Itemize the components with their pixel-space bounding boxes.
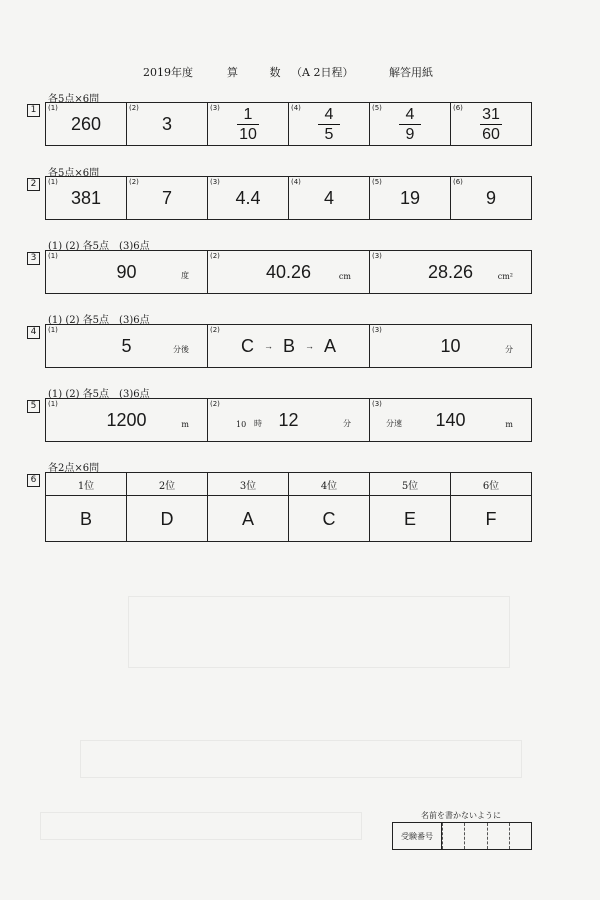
arrow-right-icon: → <box>305 341 314 351</box>
fraction-answer <box>237 106 259 143</box>
sub-label: (1) <box>48 400 58 408</box>
fraction-bar <box>399 124 421 125</box>
sub-label: (1) <box>48 252 58 260</box>
unit-label: cm² <box>497 272 513 281</box>
order-item-2: B <box>282 335 295 356</box>
rank-answer: E <box>369 496 450 542</box>
sub-label: (5) <box>372 178 382 186</box>
ranking-header-row <box>46 473 531 496</box>
sub-label: (4) <box>291 178 301 186</box>
sub-label: (2) <box>210 400 220 408</box>
section-4-points: (1) (2) 各5点 (3)6点 <box>48 315 150 326</box>
section-1-points: 各5点×6問 <box>48 94 100 105</box>
rank-answer: B <box>79 508 92 529</box>
prefix-label: 分速 <box>386 419 402 428</box>
unit-label: 度 <box>181 271 189 280</box>
numerator: 1 <box>243 105 253 123</box>
answer-cell-5-3 <box>369 399 531 441</box>
rank-answer: A <box>207 496 288 542</box>
denominator: 5 <box>324 125 334 143</box>
rank-header: 2位 <box>126 473 207 495</box>
fraction-bar <box>318 124 340 125</box>
ranking-answer-row <box>46 496 531 542</box>
sub-label: (1) <box>48 178 58 186</box>
show-through-box <box>80 740 522 778</box>
answer-value: 140 <box>435 409 466 430</box>
answer-value: 19 <box>399 187 421 208</box>
answer-cell-2-1 <box>46 177 126 219</box>
section-2-answer-row <box>45 176 532 220</box>
sub-label: (1) <box>48 326 58 334</box>
show-through-table <box>128 596 510 668</box>
answer-value: 28.26 <box>427 261 474 282</box>
answer-cell-1-3 <box>207 103 288 145</box>
denominator: 60 <box>482 125 500 143</box>
sub-label: (3) <box>210 178 220 186</box>
exam-year: 2019年度 <box>143 66 193 79</box>
answer-cell-2-2 <box>126 177 207 219</box>
rank-answer: F <box>450 496 531 542</box>
section-2-points: 各5点×6問 <box>48 168 100 179</box>
unit-label: 分 <box>505 345 513 354</box>
sub-label: (6) <box>453 178 463 186</box>
answer-value: 260 <box>70 113 102 134</box>
order-answer <box>208 325 369 367</box>
answer-cell-5-2 <box>207 399 369 441</box>
fraction-answer <box>318 106 340 143</box>
exam-number-box <box>392 822 532 850</box>
answer-cell-3-3 <box>369 251 531 293</box>
section-6-points: 各2点×6問 <box>48 463 100 474</box>
sheet-header <box>0 64 600 80</box>
fraction-bar <box>237 124 259 125</box>
ranking-table <box>45 472 532 542</box>
fraction-bar <box>480 124 502 125</box>
answer-cell-5-1 <box>46 399 207 441</box>
order-item-3: A <box>324 335 337 356</box>
answer-cell-1-1 <box>46 103 126 145</box>
rank-header: 5位 <box>369 473 450 495</box>
answer-cell-3-2 <box>207 251 369 293</box>
answer-cell-2-4 <box>288 177 369 219</box>
section-5-number: 5 <box>27 400 40 413</box>
sub-label: (5) <box>372 104 382 112</box>
sub-label: (3) <box>372 252 382 260</box>
sub-label: (2) <box>210 252 220 260</box>
answer-value: 10 <box>440 335 461 356</box>
answer-value: 1200 <box>106 409 147 430</box>
sub-label: (1) <box>48 104 58 112</box>
rank-header: 6位 <box>450 473 531 495</box>
section-4-number: 4 <box>27 326 40 339</box>
answer-cell-1-5 <box>369 103 450 145</box>
denominator: 10 <box>239 125 257 143</box>
sub-label: (6) <box>453 104 463 112</box>
numerator: 31 <box>482 105 500 123</box>
answer-cell-4-2 <box>207 325 369 367</box>
sub-label: (2) <box>129 104 139 112</box>
show-through-strip <box>40 812 362 840</box>
arrow-right-icon: → <box>263 341 273 351</box>
rank-answer: D <box>126 496 207 542</box>
answer-value: 3 <box>161 113 172 134</box>
answer-value: 9 <box>485 187 496 208</box>
numerator: 4 <box>324 105 334 123</box>
section-5-answer-row <box>45 398 532 442</box>
sheet-title: 解答用紙 <box>389 66 433 79</box>
sub-label: (4) <box>291 104 301 112</box>
unit-label: cm <box>338 272 351 281</box>
section-1-number: 1 <box>27 104 40 117</box>
answer-cell-1-4 <box>288 103 369 145</box>
fraction-answer <box>399 106 421 143</box>
rank-header: 4位 <box>288 473 369 495</box>
subject-title: 算 数 <box>227 66 295 79</box>
answer-cell-2-3 <box>207 177 288 219</box>
answer-value: 5 <box>121 335 132 356</box>
section-6-number: 6 <box>27 474 40 487</box>
answer-value: 4 <box>323 187 334 208</box>
exam-digit-slot[interactable] <box>487 823 509 849</box>
section-3-points: (1) (2) 各5点 (3)6点 <box>48 241 150 252</box>
fraction-answer <box>480 106 502 143</box>
exam-session: （A 2日程） <box>291 66 354 79</box>
answer-value: 381 <box>70 187 102 208</box>
unit-label: 分後 <box>173 345 189 354</box>
section-2-number: 2 <box>27 178 40 191</box>
answer-cell-1-6 <box>450 103 531 145</box>
rank-header: 3位 <box>207 473 288 495</box>
section-5-points: (1) (2) 各5点 (3)6点 <box>48 389 150 400</box>
section-3-number: 3 <box>27 252 40 265</box>
hour-unit: 時 <box>254 419 262 428</box>
answer-value: 90 <box>116 261 137 282</box>
answer-value: 12 <box>278 409 299 430</box>
answer-cell-4-3 <box>369 325 531 367</box>
hour-value: 10 <box>236 420 247 429</box>
answer-cell-4-1 <box>46 325 207 367</box>
answer-value: 7 <box>161 187 172 208</box>
exam-digit-slot[interactable] <box>464 823 486 849</box>
sub-label: (2) <box>210 326 220 334</box>
section-4-answer-row <box>45 324 532 368</box>
no-name-note: 名前を書かないように <box>421 811 501 820</box>
answer-cell-1-2 <box>126 103 207 145</box>
sub-label: (2) <box>129 178 139 186</box>
answer-cell-2-6 <box>450 177 531 219</box>
order-item-1: C <box>240 335 254 356</box>
sub-label: (3) <box>372 326 382 334</box>
answer-value: 4.4 <box>235 187 261 208</box>
rank-answer: C <box>288 496 369 542</box>
sub-label: (3) <box>372 400 382 408</box>
exam-digit-slot[interactable] <box>442 823 464 849</box>
unit-label: m <box>181 420 189 429</box>
sub-label: (3) <box>210 104 220 112</box>
section-1-answer-row <box>45 102 532 146</box>
numerator: 4 <box>405 105 415 123</box>
section-3-answer-row <box>45 250 532 294</box>
unit-label: m <box>505 420 513 429</box>
answer-cell-3-1 <box>46 251 207 293</box>
denominator: 9 <box>405 125 415 143</box>
answer-value: 40.26 <box>265 261 312 282</box>
exam-digit-slot[interactable] <box>509 823 531 849</box>
unit-label: 分 <box>343 419 351 428</box>
rank-header: 1位 <box>77 480 95 492</box>
exam-number-label: 受験番号 <box>393 823 442 849</box>
answer-cell-2-5 <box>369 177 450 219</box>
